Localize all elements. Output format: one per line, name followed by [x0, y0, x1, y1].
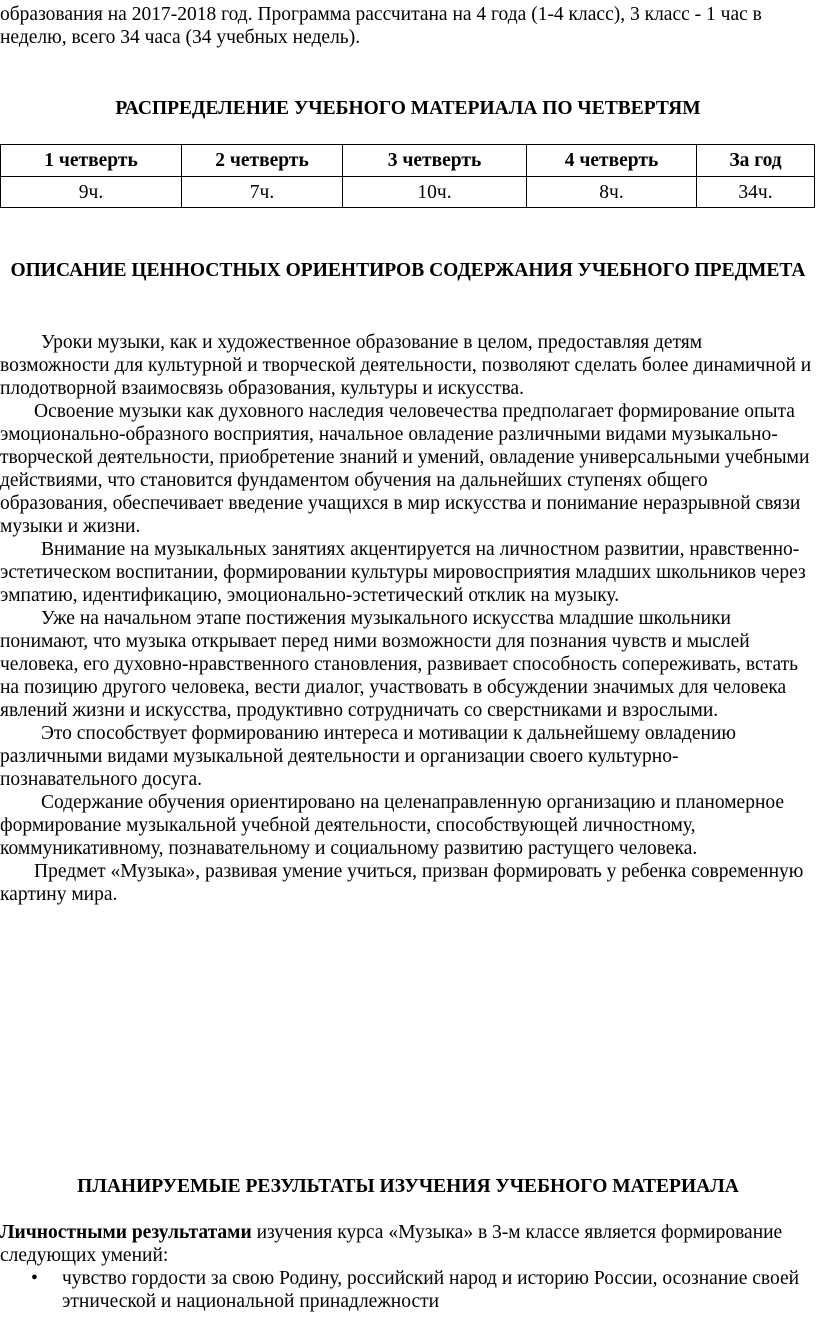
table-cell: 7ч. [182, 177, 343, 208]
paragraph: Уроки музыки, как и художественное образование в целом, предоставляя детям возможности для культурной и творческой деятельности, позволяют сделать более динамичной и плодотворной взаимосвязь образования, культуры и искусства. [0, 332, 812, 399]
intro-text: образования на 2017-2018 год. Программа рассчитана на 4 года (1-4 класс), 3 класс - 1 час в неделю, всего 34 часа (34 учебных недель). [0, 4, 762, 48]
results-lead [0, 1221, 814, 1267]
results-lead-bold: Личностными результатами [0, 1222, 252, 1243]
table-header-cell: 1 четверть [1, 145, 182, 177]
paragraph: Освоение музыки как духовного наследия человечества предполагает формирование опыта эмоционально-образного восприятия, начальное овладение различными видами музыкально- творческой деятельности, приобретение знаний и умений, овладение универсальными учебными действиями, что становится фундаментом обучения на дальнейших ступенях общего образования, обеспечивает введение учащихся в мир искусства и понимание неразрывной связи музыки и жизни. [0, 401, 810, 537]
heading-results: ПЛАНИРУЕМЫЕ РЕЗУЛЬТАТЫ ИЗУЧЕНИЯ УЧЕБНОГО МАТЕРИАЛА [77, 1176, 739, 1197]
quarters-table [0, 144, 815, 208]
list-item: • чувство гордости за свою Родину, российский народ и историю России, осознание своей этнической и национальной принадлежности [0, 1267, 814, 1313]
heading-distribution: РАСПРЕДЕЛЕНИЕ УЧЕБНОГО МАТЕРИАЛА ПО ЧЕТВЕРТЯМ [115, 98, 701, 119]
table-cell: 34ч. [697, 177, 815, 208]
paragraph: Предмет «Музыка», развивая умение учиться, призван формировать у ребенка современную картину мира. [0, 861, 804, 905]
paragraph: Это способствует формированию интереса и мотивации к дальнейшему овладению различными видами музыкальной деятельности и организации своего культурно-познавательного досуга. [0, 723, 736, 790]
paragraph: Содержание обучения ориентировано на целенаправленную организацию и планомерное формирование музыкальной учебной деятельности, способствующей личностному, коммуникативному, познавательному и социальному развитию растущего человека. [0, 792, 785, 859]
paragraph: Уже на начальном этапе постижения музыкального искусства младшие школьники понимают, что музыка открывает перед ними возможности для познания чувств и мыслей человека, его духовно-нравственного становления, развивает способность сопереживать, встать на позицию другого человека, вести диалог, участвовать в обсуждении значимых для человека явлений жизни и искусства, продуктивно сотрудничать со сверстниками и взрослыми. [0, 608, 799, 721]
table-header-cell: 4 четверть [527, 145, 697, 177]
paragraph: Внимание на музыкальных занятиях акцентируется на личностном развитии, нравственно- эстетическом воспитании, формировании культуры мировосприятия младших школьников через эмпатию, идентификацию, эмоционально-эстетический отклик на музыку. [0, 539, 806, 606]
table-header-cell: За год [697, 145, 815, 177]
results-lead-rest: изучения курса «Музыка» в 3-м классе является формирование следующих умений: [0, 1222, 783, 1266]
table-cell: 9ч. [1, 177, 182, 208]
table-header-cell: 3 четверть [343, 145, 527, 177]
results-section [0, 1221, 814, 1313]
results-list [0, 1267, 814, 1313]
table-cell: 10ч. [343, 177, 527, 208]
heading-values: ОПИСАНИЕ ЦЕННОСТНЫХ ОРИЕНТИРОВ СОДЕРЖАНИЯ УЧЕБНОГО ПРЕДМЕТА [10, 260, 806, 281]
values-section [0, 331, 814, 906]
table-row [1, 177, 815, 208]
table-header-cell: 2 четверть [182, 145, 343, 177]
table-cell: 8ч. [527, 177, 697, 208]
table-header-row [1, 145, 815, 177]
